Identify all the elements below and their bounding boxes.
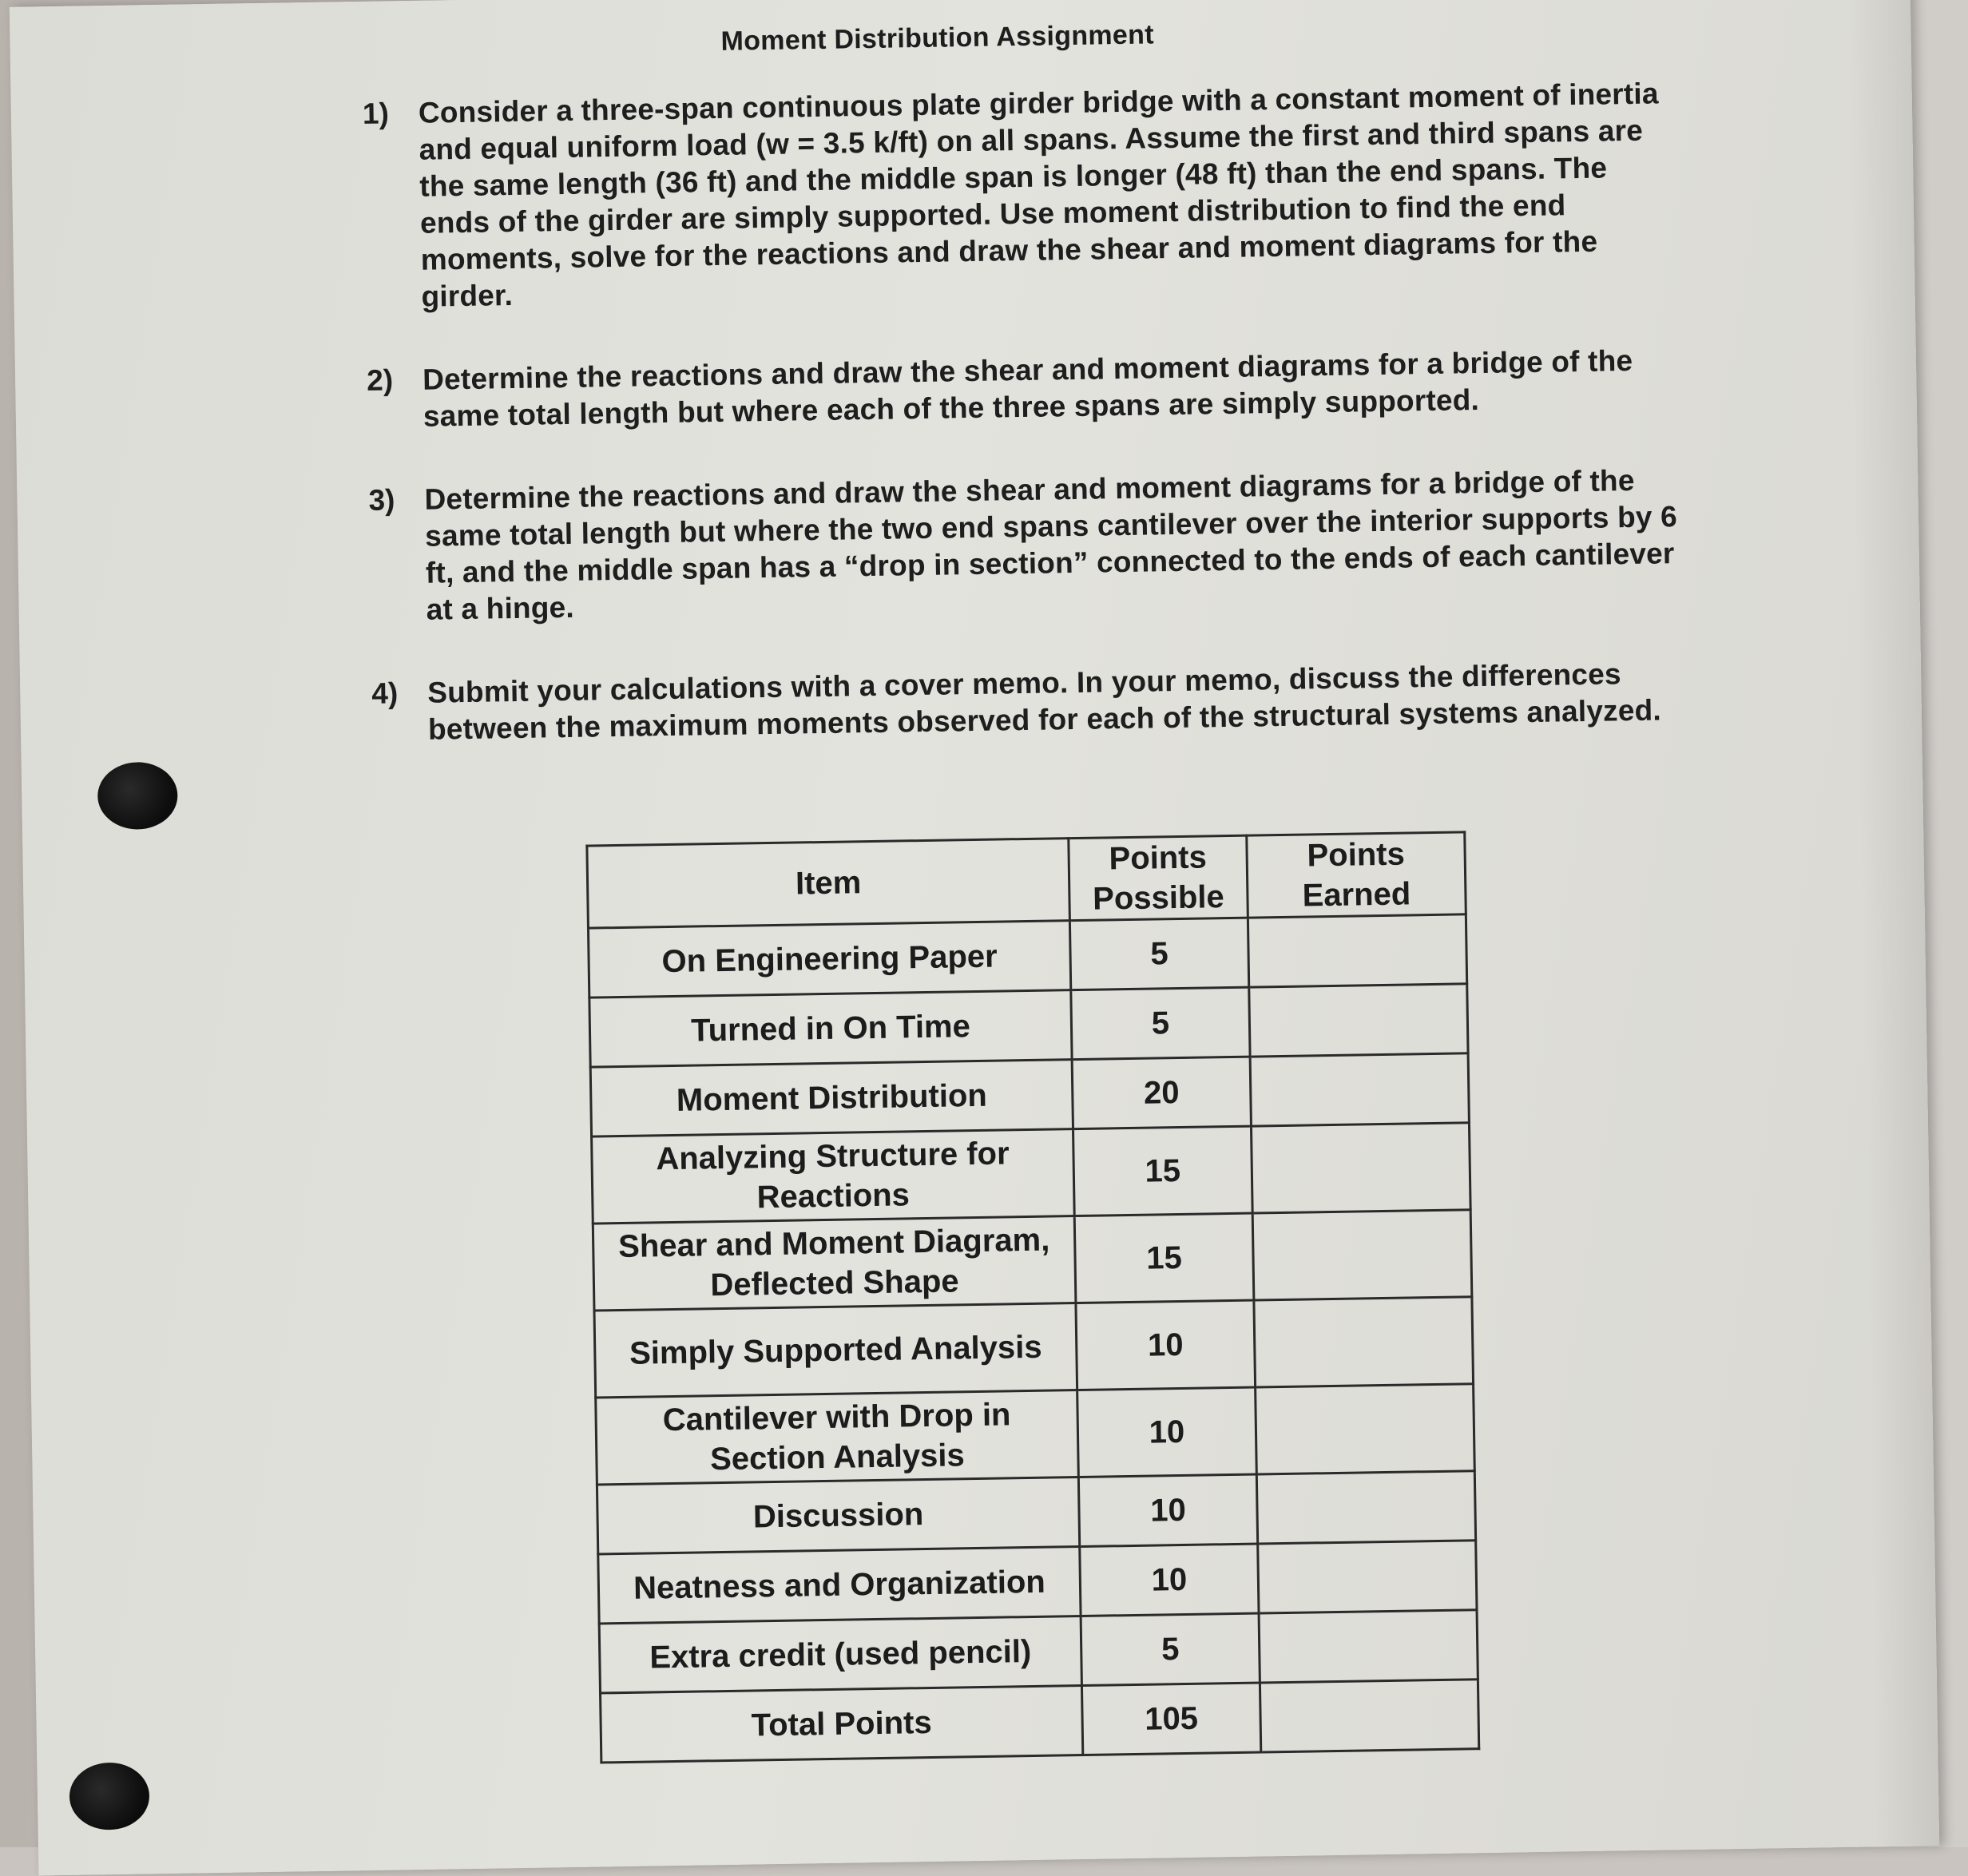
earned-cell	[1252, 1210, 1472, 1300]
question-item	[367, 342, 1677, 436]
table-row	[594, 1297, 1474, 1398]
question-number: 2)	[366, 363, 394, 397]
points-cell: 5	[1081, 1613, 1260, 1685]
points-cell: 5	[1069, 918, 1248, 990]
question-item	[363, 75, 1676, 316]
points-cell: 10	[1077, 1387, 1257, 1477]
earned-cell	[1254, 1297, 1474, 1387]
punch-hole-icon	[97, 762, 178, 831]
item-cell: Discussion	[597, 1477, 1079, 1554]
table-row	[593, 1210, 1472, 1311]
points-cell: 15	[1073, 1126, 1252, 1216]
item-cell: On Engineering Paper	[588, 921, 1070, 997]
question-text: Determine the reactions and draw the shear and moment diagrams for a bridge of the same total length but where each of the three spans are simply supported.	[422, 343, 1633, 433]
table-row-total	[601, 1680, 1479, 1763]
table-row	[592, 1123, 1471, 1224]
question-item	[371, 655, 1682, 749]
earned-cell	[1256, 1471, 1475, 1544]
header-points-possible: Points Possible	[1069, 835, 1248, 920]
earned-cell	[1258, 1541, 1477, 1613]
points-cell: 10	[1078, 1474, 1257, 1546]
points-cell: 5	[1071, 987, 1250, 1059]
item-cell: Shear and Moment Diagram, Deflected Shape	[593, 1216, 1076, 1311]
points-cell: 15	[1074, 1213, 1254, 1303]
item-cell: Simply Supported Analysis	[594, 1303, 1077, 1398]
earned-cell	[1249, 984, 1468, 1057]
earned-cell	[1259, 1610, 1478, 1683]
page-title: Moment Distribution Assignment	[720, 19, 1155, 57]
points-cell: 10	[1076, 1300, 1256, 1390]
item-cell: Neatness and Organization	[598, 1547, 1081, 1624]
earned-cell	[1248, 914, 1466, 987]
points-cell: 10	[1080, 1544, 1259, 1616]
item-cell: Moment Distribution	[590, 1060, 1073, 1136]
question-text: Submit your calculations with a cover memo. In your memo, discuss the differences between the maximum moments observed for each of the structural systems analyzed.	[427, 657, 1662, 746]
points-cell: 105	[1081, 1683, 1260, 1755]
item-cell: Analyzing Structure for Reactions	[592, 1129, 1075, 1224]
table-row	[596, 1384, 1475, 1485]
assignment-sheet	[10, 0, 1939, 1876]
points-cell: 20	[1072, 1057, 1251, 1128]
item-cell: Extra credit (used pencil)	[599, 1616, 1081, 1693]
item-cell: Cantilever with Drop in Section Analysis	[596, 1390, 1079, 1485]
earned-cell	[1256, 1384, 1475, 1474]
item-cell: Total Points	[601, 1686, 1083, 1763]
question-number: 1)	[362, 97, 390, 130]
question-text: Determine the reactions and draw the shear and moment diagrams for a bridge of the same total length but where the two end spans cantilever over the interior supports by 6 ft, and the middle span has a “drop in section” connected to the ends of each cantilever at a hinge.	[424, 463, 1678, 626]
question-number: 4)	[371, 676, 399, 710]
grading-table	[585, 831, 1480, 1763]
item-cell: Turned in On Time	[589, 990, 1072, 1067]
question-item	[368, 462, 1680, 629]
header-item: Item	[587, 839, 1070, 928]
question-list	[363, 75, 1684, 795]
table-header-row	[587, 832, 1466, 928]
question-number: 3)	[368, 483, 395, 517]
question-text: Consider a three-span continuous plate girder bridge with a constant moment of inertia and equal uniform load (w = 3.5 k/ft) on all spans. Assume the first and third spans are the same length (36 ft) and the middle span is longer (48 ft) than the end spans. The ends of the girder are simply supported. Use moment distribution to find the end moments, solve for the reactions and draw the shear and moment diagrams for the girder.	[418, 77, 1659, 313]
header-points-earned: Points Earned	[1247, 832, 1466, 918]
earned-cell	[1260, 1680, 1478, 1752]
punch-hole-icon	[69, 1762, 149, 1830]
earned-cell	[1251, 1123, 1470, 1213]
earned-cell	[1250, 1053, 1469, 1126]
